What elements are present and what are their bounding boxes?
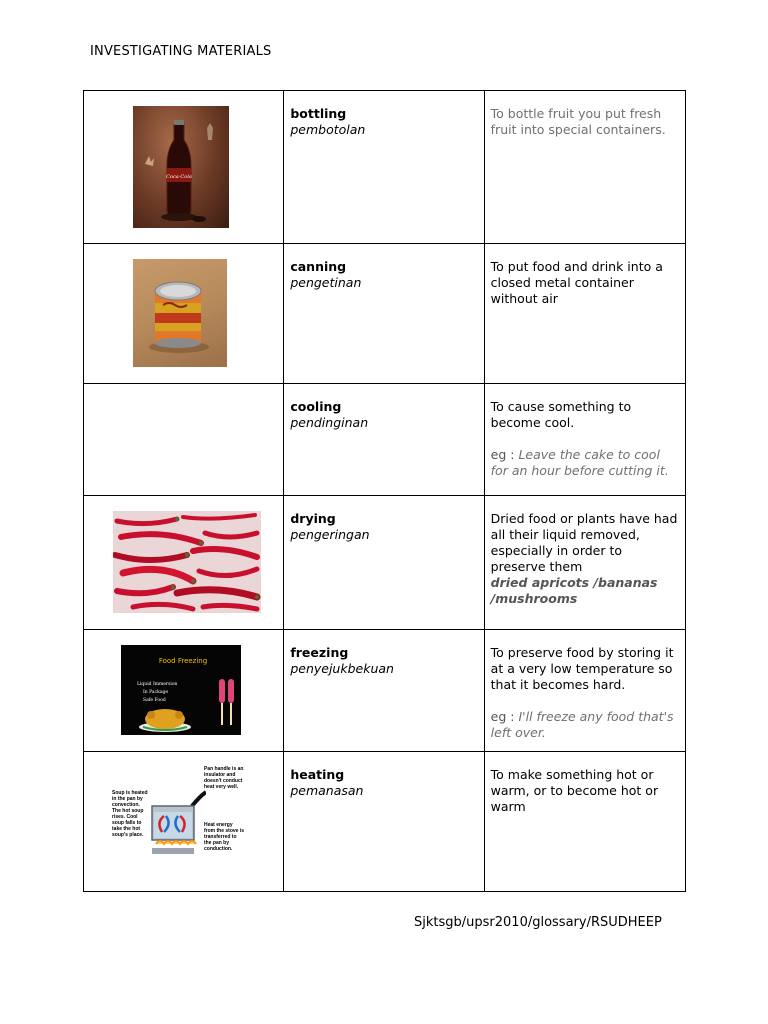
eg-prefix: eg : (490, 709, 519, 724)
diagram-note-left: Soup is heated in the pan by convection. The hot soup rises. Cool soup falls to take the hot soup's place. (112, 790, 148, 838)
definition-text: To put food and drink into a closed metal container without air (490, 259, 663, 306)
table-row (84, 384, 686, 496)
graphic-line-3: Safe Food (143, 698, 166, 703)
image-cell (84, 384, 284, 496)
definition-cell (484, 630, 685, 752)
image-cell (84, 752, 284, 892)
table-row (84, 496, 686, 630)
glossary-table (83, 90, 686, 892)
term-bottling: bottling (290, 106, 347, 121)
definition-text: To preserve food by storing it at a very low temperature so that it becomes hard. (490, 645, 674, 692)
term-cell (284, 244, 484, 384)
bottle-label: Coca-Cola (166, 174, 192, 180)
image-cell (84, 496, 284, 630)
example-text: Leave the cake to cool for an hour before cutting it. (490, 447, 669, 478)
definition-text: To make something hot or warm, or to become hot or warm (490, 767, 659, 814)
term-malay: pendinginan (290, 415, 369, 430)
eg-prefix: eg : (490, 447, 519, 462)
term-drying: drying (290, 511, 336, 526)
page-footer: Sjktsgb/upsr2010/glossary/RSUDHEEP (414, 915, 662, 930)
tin-can-photo (133, 259, 227, 367)
term-freezing: freezing (290, 645, 349, 660)
definition-cell (484, 244, 685, 384)
term-malay: pengetinan (290, 275, 362, 290)
cola-bottle-photo (133, 106, 229, 228)
image-cell (84, 630, 284, 752)
dried-chillies-photo (113, 511, 261, 613)
term-malay: penyejukbekuan (290, 661, 394, 676)
term-cell (284, 384, 484, 496)
term-cell (284, 752, 484, 892)
term-malay: pemanasan (290, 783, 364, 798)
definition-cell (484, 384, 685, 496)
term-cell (284, 91, 484, 244)
definition-cell (484, 91, 685, 244)
definition-cell (484, 752, 685, 892)
term-heating: heating (290, 767, 345, 782)
example-sentence (491, 709, 679, 741)
term-cell (284, 630, 484, 752)
diagram-note-top-right: Pan handle is an insulator and doesn't conduct heat very well. (204, 766, 244, 790)
graphic-line-1: Liquid Immersion (137, 682, 178, 687)
definition-text: Dried food or plants have had all their liquid removed, especially in order to preserve them (490, 511, 678, 574)
image-cell (84, 244, 284, 384)
example-sentence (491, 447, 679, 479)
food-freezing-graphic (121, 645, 241, 735)
term-canning: canning (290, 259, 347, 274)
table-row (84, 752, 686, 892)
term-cell (284, 496, 484, 630)
pot-convection-diagram (108, 764, 268, 872)
term-cooling: cooling (290, 399, 342, 414)
graphic-title: Food Freezing (158, 657, 208, 665)
term-malay: pembotolan (290, 122, 366, 137)
graphic-line-2: In Package (143, 690, 169, 695)
term-malay: pengeringan (290, 527, 370, 542)
table-row (84, 91, 686, 244)
image-cell (84, 91, 284, 244)
example-list: dried apricots /bananas /mushrooms (490, 575, 658, 606)
diagram-note-bottom-right: Heat energy from the stove is transferred to the pan by conduction. (204, 822, 245, 852)
table-row (84, 244, 686, 384)
definition-text: To cause something to become cool. (490, 399, 632, 430)
example-text: I'll freeze any food that's left over. (490, 709, 674, 740)
table-row (84, 630, 686, 752)
page-title: INVESTIGATING MATERIALS (90, 44, 272, 59)
definition-text: To bottle fruit you put fresh fruit into special containers. (490, 106, 666, 137)
definition-cell (484, 496, 685, 630)
